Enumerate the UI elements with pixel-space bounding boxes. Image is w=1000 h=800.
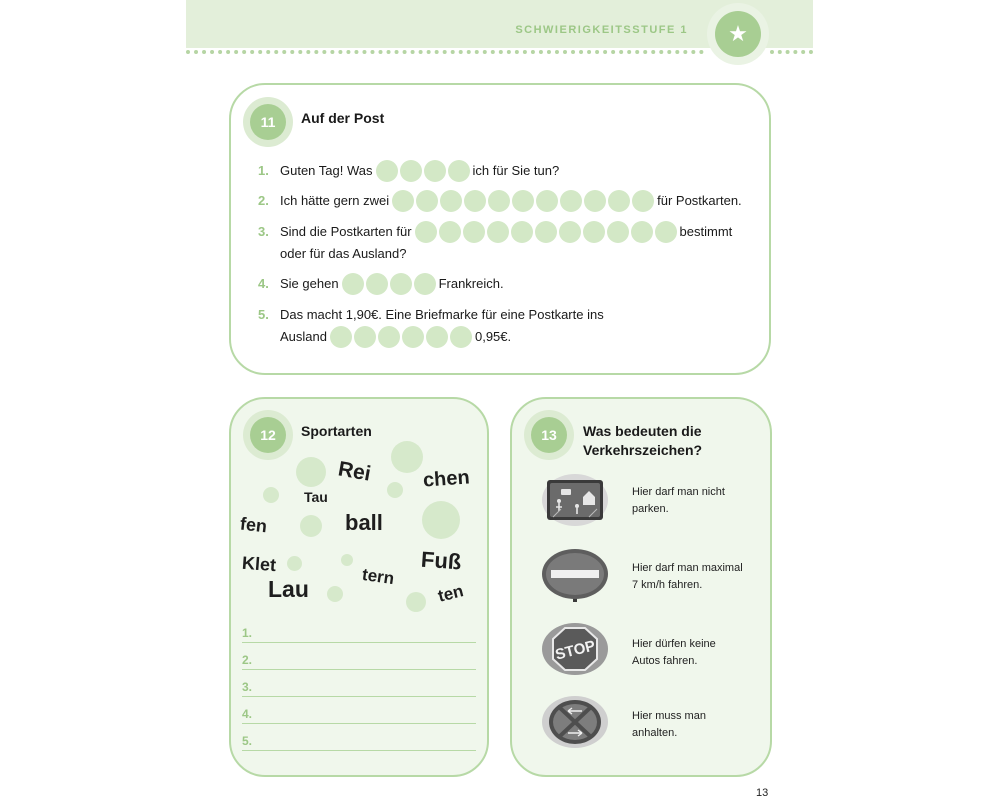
exercise-number-badge: 11 (250, 104, 286, 140)
syllable-fragment[interactable]: Lau (268, 576, 309, 602)
item-number: 5. (258, 307, 269, 322)
item-text-before: Guten Tag! Was (280, 163, 373, 178)
decorative-bubble (422, 501, 460, 539)
exercise-13-title-line1: Was bedeuten die (583, 423, 702, 439)
item-5-continuation (280, 326, 511, 348)
item-text-cont: Ausland (280, 329, 327, 344)
decorative-bubble (406, 592, 426, 612)
syllable-fragment[interactable]: Klet (241, 552, 277, 576)
item-text-before: Das macht 1,90€. Eine Briefmarke für eine Postkarte ins (280, 307, 604, 322)
letter-blanks[interactable] (342, 273, 436, 295)
sign-meaning-2[interactable] (632, 560, 762, 594)
decorative-bubble (327, 586, 343, 602)
meaning-line: Hier darf man nicht (632, 486, 725, 498)
syllable-fragment[interactable]: ten (435, 581, 466, 606)
difficulty-star-ring (707, 3, 769, 65)
page-number: 13 (756, 787, 769, 799)
item-number: 4. (258, 276, 269, 291)
exercise-number-badge: 13 (531, 417, 567, 453)
syllable-fragment[interactable]: chen (422, 466, 471, 492)
no-entry-sign-icon[interactable] (541, 548, 609, 602)
decorative-bubble (391, 441, 423, 473)
syllable-fragment[interactable]: fen (239, 513, 269, 537)
meaning-line: Hier darf man maximal (632, 562, 743, 574)
item-number: 3. (258, 224, 269, 239)
sign-meaning-3[interactable] (632, 636, 762, 670)
item-number: 2. (258, 193, 269, 208)
item-text-after: bestimmt (679, 224, 733, 239)
exercise-13-title-line2: Verkehrszeichen? (583, 442, 703, 458)
meaning-line: Hier dürfen keine (632, 638, 716, 650)
decorative-bubble (341, 554, 353, 566)
answer-line-2[interactable] (242, 649, 476, 670)
item-text-after: 0,95€. (474, 329, 512, 344)
syllable-fragment[interactable]: tern (360, 564, 396, 589)
answer-number: 5. (242, 734, 253, 748)
no-stopping-sign-icon[interactable] (541, 695, 609, 749)
exercise-number-badge: 12 (250, 417, 286, 453)
exercise-13-title (583, 422, 702, 460)
meaning-line: Hier muss man (632, 710, 706, 722)
meaning-line: parken. (632, 503, 669, 515)
stop-sign-icon[interactable] (541, 622, 609, 676)
svg-text:STOP: STOP (553, 637, 598, 664)
decorative-bubble (387, 482, 403, 498)
answer-line-3[interactable] (242, 676, 476, 697)
difficulty-level-label: SCHWIERIGKEITSSTUFE 1 (515, 24, 688, 36)
letter-blanks[interactable] (376, 160, 470, 182)
item-text-before: Sie gehen (280, 276, 339, 291)
exercise-number-ring (243, 97, 293, 147)
exercise-number-ring (524, 410, 574, 460)
item-text-before: Ich hätte gern zwei (280, 193, 390, 208)
exercise-item-5 (258, 304, 604, 326)
exercise-item-3 (258, 221, 732, 243)
decorative-bubble (300, 515, 322, 537)
item-text-after: Frankreich. (438, 276, 504, 291)
syllable-fragment[interactable]: Rei (336, 457, 373, 486)
exercise-item-2 (258, 190, 742, 212)
item-text-before: Sind die Postkarten für (280, 224, 412, 239)
item-text-after: für Postkarten. (657, 193, 742, 208)
meaning-line: Autos fahren. (632, 655, 698, 667)
letter-blanks[interactable] (330, 326, 472, 348)
sign-meaning-1[interactable] (632, 484, 762, 518)
syllable-fragment[interactable]: ball (345, 510, 383, 535)
header-dotted-rule-right (770, 50, 813, 54)
meaning-line: anhalten. (632, 727, 678, 739)
exercise-11-title: Auf der Post (301, 110, 385, 126)
item-text-after: ich für Sie tun? (472, 163, 560, 178)
answer-line-5[interactable] (242, 730, 476, 751)
exercise-item-1 (258, 160, 559, 182)
meaning-line: 7 km/h fahren. (632, 579, 703, 591)
answer-line-1[interactable] (242, 622, 476, 643)
syllable-fragment[interactable]: Fuß (420, 546, 463, 575)
decorative-bubble (296, 457, 326, 487)
exercise-item-4 (258, 273, 504, 295)
header-dotted-rule (186, 50, 704, 54)
letter-blanks[interactable] (392, 190, 654, 212)
item-3-continuation: oder für das Ausland? (280, 246, 407, 261)
answer-line-4[interactable] (242, 703, 476, 724)
decorative-bubble (287, 556, 302, 571)
exercise-number-ring (243, 410, 293, 460)
answer-number: 3. (242, 680, 253, 694)
letter-blanks[interactable] (415, 221, 677, 243)
answer-number: 1. (242, 626, 253, 640)
exercise-12-title: Sportarten (301, 423, 372, 439)
answer-number: 4. (242, 707, 253, 721)
decorative-bubble (263, 487, 279, 503)
item-number: 1. (258, 163, 269, 178)
syllable-fragment[interactable]: Tau (304, 489, 328, 505)
sign-meaning-4[interactable] (632, 708, 762, 742)
star-icon: ★ (715, 11, 761, 57)
answer-number: 2. (242, 653, 253, 667)
spielstrasse-sign-icon[interactable] (541, 473, 609, 527)
